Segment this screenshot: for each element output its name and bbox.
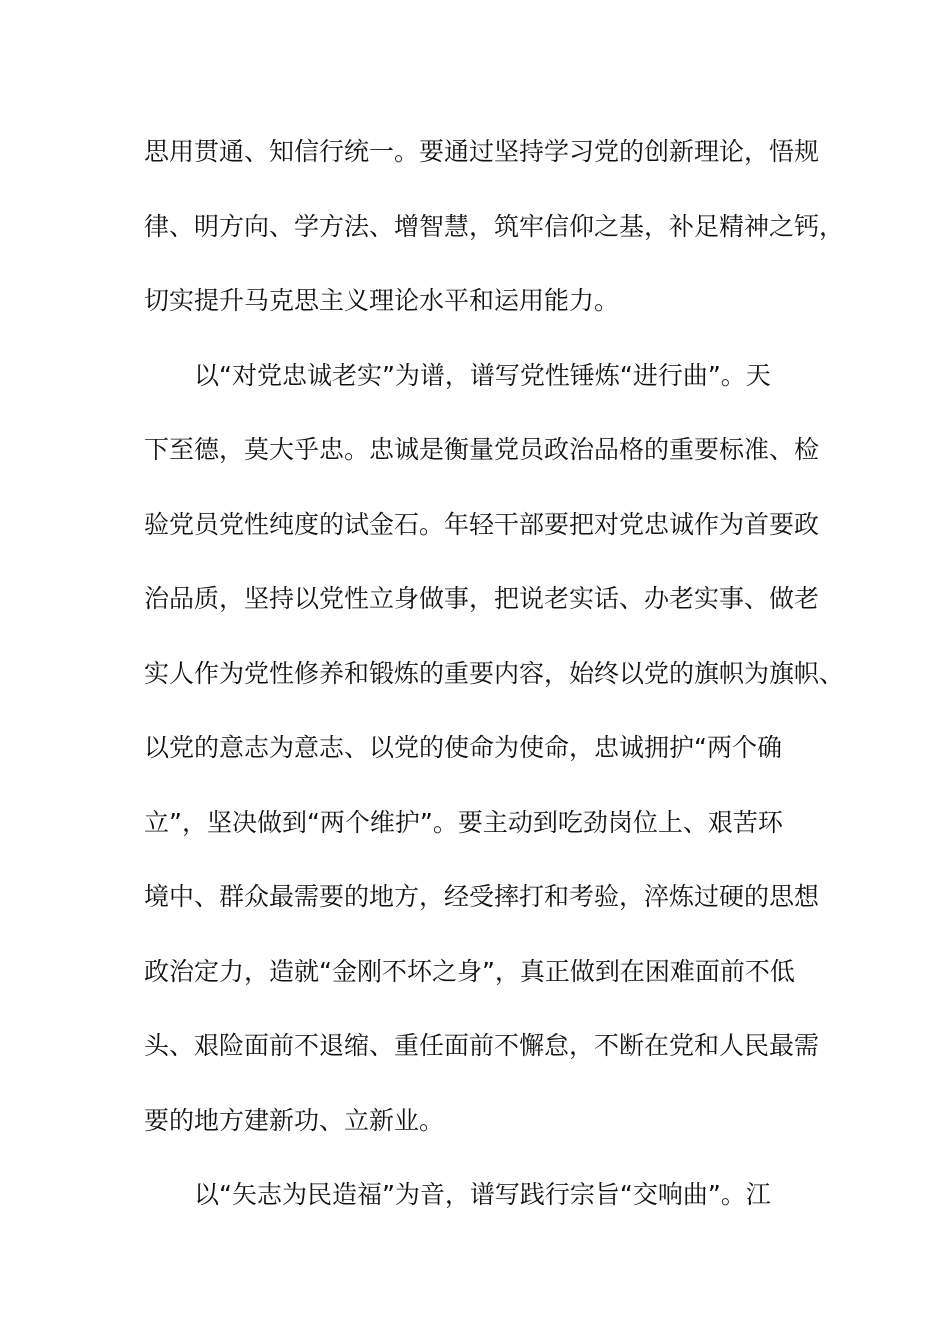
paragraph-start-line: 以“矢志为民造福”为音，谱写践行宗旨“交响曲”。江 — [194, 1180, 771, 1209]
paragraph-start-line: 以“对党忠诚老实”为谱，谱写党性锤炼“进行曲”。天 — [194, 360, 771, 390]
text-line: 境中、群众最需要的地方，经受摔打和考验，淬炼过硬的思想 — [144, 882, 820, 911]
text-line: 验党员党性纯度的试金石。年轻干部要把对党忠诚作为首要政 — [144, 509, 820, 539]
text-line: 政治定力，造就“金刚不坏之身”，真正做到在困难面前不低 — [144, 956, 795, 986]
text-line: 思用贯通、知信行统一。要通过坚持学习党的创新理论，悟规 — [144, 137, 820, 166]
text-line: 治品质，坚持以党性立身做事，把说老实话、办老实事、做老 — [144, 584, 820, 613]
text-line: 立”，坚决做到“两个维护”。要主动到吃劲岗位上、艰苦环 — [144, 807, 783, 837]
body-text — [144, 115, 845, 1233]
text-line: 以党的意志为意志、以党的使命为使命，忠诚拥护“两个确 — [144, 733, 782, 762]
text-line: 头、艰险面前不退缩、重任面前不懈怠，不断在党和人民最需 — [144, 1031, 820, 1060]
text-line: 下至德，莫大乎忠。忠诚是衡量党员政治品格的重要标准、检 — [144, 435, 820, 464]
text-line: 实人作为党性修养和锻炼的重要内容，始终以党的旗帜为旗帜、 — [144, 658, 845, 688]
text-line: 要的地方建新功、立新业。 — [144, 1105, 445, 1135]
text-line: 律、明方向、学方法、增智慧，筑牢信仰之基，补足精神之钙， — [144, 211, 845, 241]
text-line: 切实提升马克思主义理论水平和运用能力。 — [144, 286, 620, 315]
